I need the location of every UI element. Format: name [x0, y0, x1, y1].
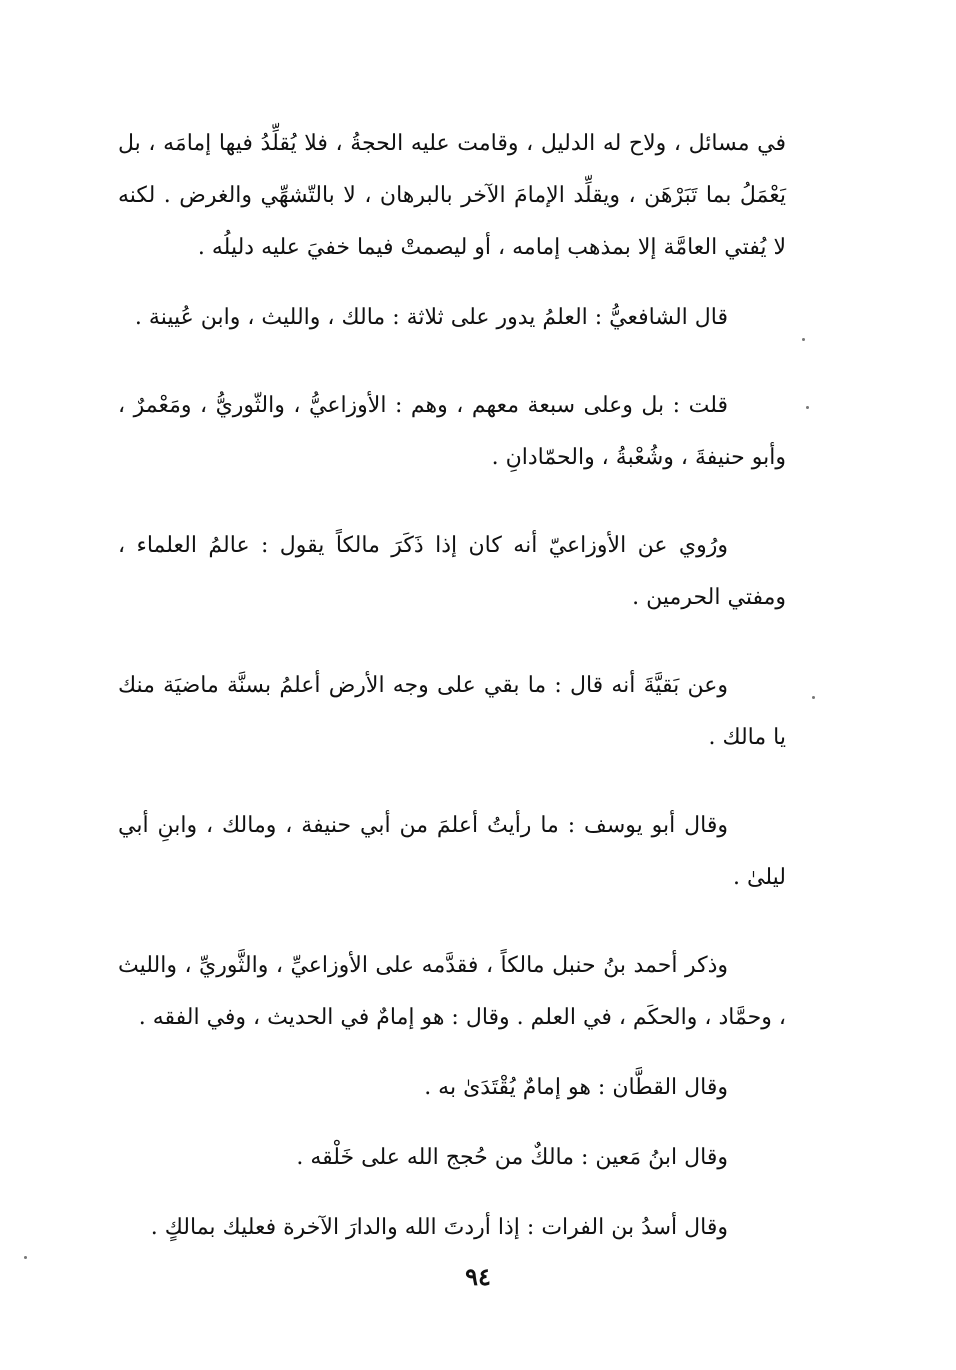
- scan-speck: [812, 696, 815, 699]
- paragraph-5: وعن بَقيَّةَ أنه قال : ما بقي على وجه الأرض أعلمُ بسنَّة ماضيَة منك يا مالك .: [118, 673, 786, 750]
- paragraph-2: قال الشافعيُّ : العلمُ يدور على ثلاثة : مالك ، والليث ، وابن عُيينة .: [134, 305, 728, 330]
- paragraph-1: في مسائل ، ولاح له الدليل ، وقامت عليه الحجةُ ، فلا يُقلِّدُ فيها إمامَه ، بل يَعْمَلُ بما تَبَرْهَن ، ويقلِّد الإمامَ الآخر بالبرهان ، لا بالتّشهِّي والغرض . لكنه لا يُفتي العامَّة إلا بمذهب إمامه ، أو ليصمتْ فيما خفيَ عليه دليلُه .: [118, 131, 786, 260]
- paragraph-4: ورُوي عن الأوزاعيّ أنه كان إذا ذَكَرَ مالكاً يقول : عالمُ العلماء ، ومفتي الحرمين .: [118, 533, 786, 610]
- scan-speck: [802, 338, 805, 341]
- page-number: ٩٤: [465, 1262, 491, 1291]
- body-text: [118, 118, 786, 1272]
- paragraph-7: وذكر أحمد بنُ حنبل مالكاً ، فقدَّمه على الأوزاعيِّ ، والثَّوريِّ ، والليث ، وحمَّاد ، والحكَم ، في العلم . وقال : هو إمامٌ في الحديث ، وفي الفقه .: [118, 953, 786, 1030]
- paragraph-8: وقال القطَّان : هو إمامٌ يُقْتَدَىٰ به .: [424, 1075, 728, 1100]
- paragraph-3: قلت : بل وعلى سبعة معهم ، وهم : الأوزاعيُّ ، والثّوريُّ ، ومَعْمرٌ ، وأبو حنيفةَ ، وشُعْبةُ ، والحمّادانِ .: [118, 393, 786, 470]
- paragraph-6: وقال أبو يوسف : ما رأيتُ أعلمَ من أبي حنيفة ، ومالك ، وابنِ أبي ليلىٰ .: [118, 813, 786, 890]
- paragraph-9: وقال ابنُ مَعين : مالكٌ من حُجج الله على خَلْقه .: [296, 1145, 728, 1170]
- scan-speck: [24, 1256, 27, 1259]
- paragraph-10: وقال أسدُ بن الفرات : إذا أردتَ الله والدارَ الآخرة فعليك بمالكٍ .: [150, 1215, 728, 1240]
- scan-speck: [806, 406, 809, 409]
